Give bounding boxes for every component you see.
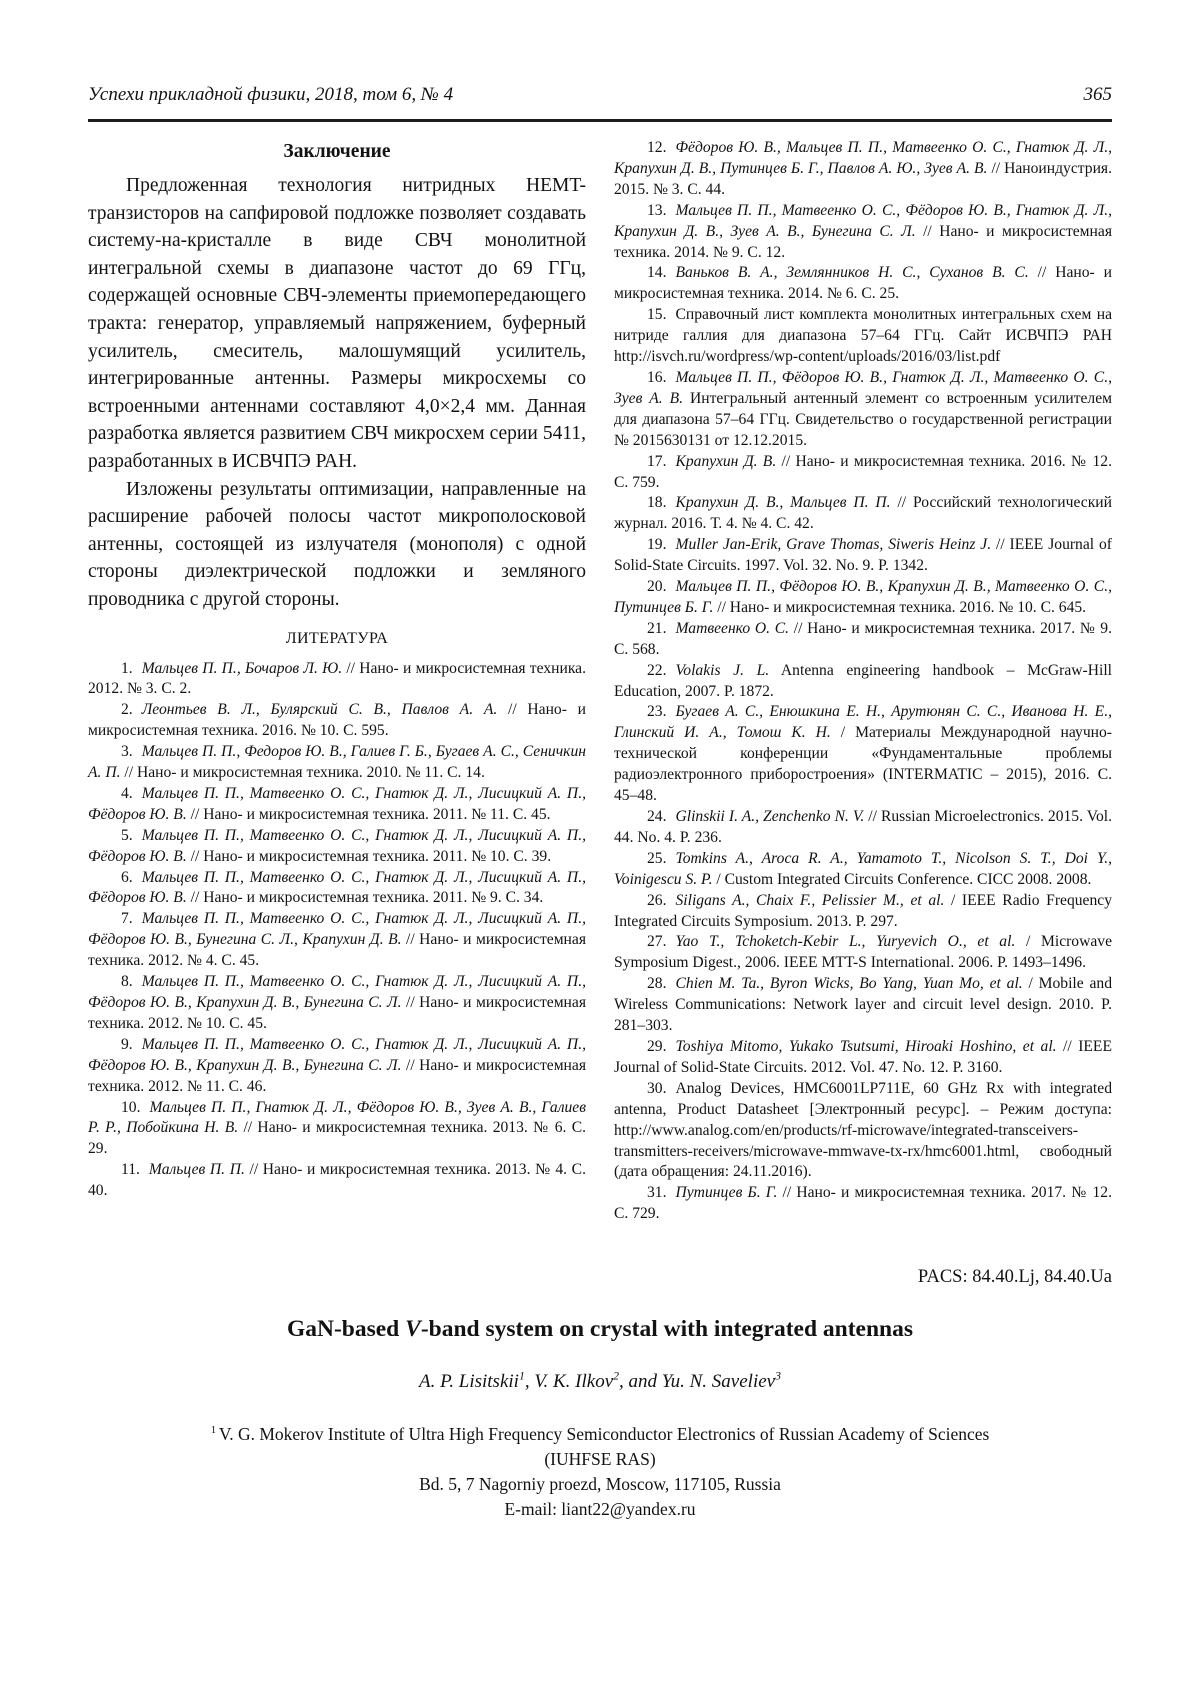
references-list-left [88, 659, 586, 1203]
reference-item [614, 201, 1112, 264]
reference-source: // Нано- и микросистемная техника. 2012. № 11. С. 46. [88, 1056, 586, 1095]
column-left [88, 138, 586, 1225]
reference-source: // Нано- и микросистемная техника. 2012. № 4. С. 45. [88, 931, 586, 970]
reference-source: // Нано- и микросистемная техника. 2017. № 9. С. 568. [614, 619, 1112, 658]
reference-source: // Нано- и микросистемная техника. 2016. № 10. С. 645. [713, 598, 1087, 616]
reference-item [614, 849, 1112, 891]
reference-authors: Матвеенко О. С. [675, 619, 790, 637]
author-affiliation-superscript: 1 [518, 1369, 525, 1383]
reference-item [614, 368, 1112, 452]
reference-number: 5. [121, 826, 133, 844]
reference-source: // Нано- и микросистемная техника. 2011. № 10. С. 39. [186, 847, 552, 865]
reference-number: 2. [121, 701, 133, 719]
reference-source: // Нано- и микросистемная техника. 2014. № 6. С. 25. [614, 264, 1112, 303]
reference-item [614, 138, 1112, 201]
reference-number: 13. [647, 201, 667, 219]
reference-authors: Siligans A., Chaix F., Pelissier M., et al. [675, 891, 945, 909]
reference-item [614, 452, 1112, 494]
two-column-body [88, 138, 1112, 1225]
reference-source: // Нано- и микросистемная техника. 2014. № 9. С. 12. [614, 222, 1112, 261]
reference-authors: Мальцев П. П., Матвеенко О. С., Гнатюк Д. Л., Лисицкий А. П., Фёдоров Ю. В., Бунегина С. Л., Крапухин Д. В. [88, 910, 586, 949]
reference-source: // Нано- и микросистемная техника. 2017. № 12. С. 729. [614, 1184, 1112, 1223]
reference-item [88, 868, 586, 910]
reference-authors: Мальцев П. П., Гнатюк Д. Л., Фёдоров Ю. В., Зуев А. В., Галиев Р. Р., Побойкина Н. В. [88, 1098, 586, 1137]
reference-source: // Нано- и микросистемная техника. 2011. № 9. С. 34. [186, 889, 544, 907]
author-affiliation-superscript: 3 [775, 1369, 781, 1383]
reference-source: / Microwave Symposium Digest., 2006. IEEE MTT-S International. 2006. P. 1493–1496. [614, 933, 1112, 972]
pacs-line: PACS: 84.40.Lj, 84.40.Ua [917, 1267, 1112, 1288]
reference-authors: Glinskii I. A., Zenchenko N. V. [675, 808, 865, 825]
reference-number: 21. [647, 619, 667, 637]
reference-source: // Russian Microelectronics. 2015. Vol. 44. No. 4. P. 236. [614, 808, 1112, 846]
reference-source: Analog Devices, HMC6001LP711E, 60 GHz Rx with integrated antenna, Product Datasheet [Электронный ресурс]. – Режим доступа: http://www.analog.com/en/products/rf-microwave/integrated-transceivers-transmitters-receivers/microwave-mmwave-tx-rx/hmc6001.html, свободный (дата обращения: 24.11.2016). [614, 1079, 1112, 1181]
column-right [614, 138, 1112, 1225]
reference-number: 3. [121, 743, 133, 761]
reference-item [614, 661, 1112, 703]
reference-source: / IEEE Radio Frequency Integrated Circuits Symposium. 2013. P. 297. [614, 891, 1112, 930]
reference-item [88, 700, 586, 742]
reference-number: 24. [647, 808, 667, 825]
reference-source: / Mobile and Wireless Communications: Network layer and circuit level design. 2010. P. 281–303. [614, 975, 1112, 1035]
reference-item [614, 305, 1112, 368]
reference-authors: Ваньков В. А., Землянников Н. С., Суханов В. С. [675, 264, 1029, 282]
affiliation-line: (IUHFSE RAS) [544, 1449, 656, 1470]
reference-authors: Мальцев П. П., Матвеенко О. С., Фёдоров Ю. В., Гнатюк Д. Л., Крапухин Д. В., Зуев А. В., Бунегина С. Л. [614, 201, 1112, 240]
reference-item [88, 784, 586, 826]
reference-authors: Путинцев Б. Г. [675, 1184, 778, 1202]
reference-authors: Фёдоров Ю. В., Мальцев П. П., Матвеенко О. С., Гнатюк Д. Л., Крапухин Д. В., Путинцев Б. Г., Павлов А. Ю., Зуев А. В. [614, 139, 1112, 177]
reference-item [614, 493, 1112, 535]
reference-item [88, 1098, 586, 1161]
reference-source: // Наноиндустрия. 2015. № 3. С. 44. [614, 159, 1112, 198]
reference-source: // IEEE Journal of Solid-State Circuits. 2012. Vol. 47. No. 12. P. 3160. [614, 1037, 1112, 1076]
affiliation-block [88, 1422, 1112, 1522]
reference-number: 31. [647, 1184, 667, 1202]
reference-source: // Нано- и микросистемная техника. 2013. № 4. С. 40. [88, 1161, 586, 1200]
reference-number: 28. [647, 975, 667, 993]
literature-heading: ЛИТЕРАТУРА [285, 629, 389, 647]
reference-item [88, 909, 586, 972]
reference-item [614, 577, 1112, 619]
header-rule [88, 119, 1112, 122]
reference-source: / Материалы Международной научно-технической конференции «Фундаментальные проблемы радиоэлектронного приборостроения» (INTERMATIC – 2015), 2016. С. 45–48. [614, 724, 1113, 805]
reference-authors: Muller Jan-Erik, Grave Thomas, Siweris Heinz J. [675, 536, 992, 554]
page-number: 365 [1083, 84, 1112, 105]
author-affiliation-superscript: 2 [613, 1369, 620, 1383]
reference-authors: Мальцев П. П., Бочаров Л. Ю. [141, 659, 343, 677]
references-list-right [614, 138, 1112, 1225]
affiliation-superscript: 1 [210, 1424, 219, 1437]
reference-authors: Мальцев П. П., Матвеенко О. С., Гнатюк Д. Л., Лисицкий А. П., Фёдоров Ю. В. [88, 826, 586, 865]
conclusion-heading: Заключение [283, 141, 391, 162]
author-name: Yu. N. Saveliev [661, 1371, 776, 1393]
reference-authors: Мальцев П. П., Матвеенко О. С., Гнатюк Д. Л., Лисицкий А. П., Фёдоров Ю. В. [88, 784, 586, 823]
reference-authors: Мальцев П. П., Фёдоров Ю. В., Гнатюк Д. Л., Матвеенко О. С., Зуев А. В. [614, 368, 1112, 407]
reference-item [88, 1160, 586, 1202]
reference-authors: Мальцев П. П. [148, 1161, 245, 1179]
reference-item [614, 1183, 1112, 1225]
reference-source: // Нано- и микросистемная техника. 2013. № 6. С. 29. [88, 1119, 586, 1158]
title-segment-italic: V [405, 1316, 421, 1343]
reference-number: 25. [647, 849, 667, 867]
reference-number: 11. [121, 1161, 140, 1179]
reference-source: // IEEE Journal of Solid-State Circuits. 1997. Vol. 32. No. 9. P. 1342. [614, 536, 1112, 575]
reference-number: 29. [647, 1037, 667, 1055]
reference-number: 17. [647, 452, 667, 470]
reference-item [88, 742, 586, 784]
page-header [88, 84, 1112, 106]
affiliation-line: $^1$ V. G. Mokerov Institute of Ultra High Frequency Semiconductor Electronics of Russian Academy of Sciences [210, 1424, 990, 1445]
reference-item [88, 1035, 586, 1098]
reference-number: 10. [121, 1098, 141, 1116]
reference-authors: Бугаев А. С., Енюшкина Е. Н., Арутюнян С. С., Иванова Н. Е., Глинский И. А., Томош К. Н. [614, 703, 1112, 742]
affiliation-line: Bd. 5, 7 Nagorniy proezd, Moscow, 117105, Russia [419, 1474, 781, 1495]
reference-item [614, 1037, 1112, 1079]
reference-item [88, 659, 586, 701]
reference-source: Antenna engineering handbook – McGraw-Hill Education, 2007. P. 1872. [614, 661, 1112, 700]
reference-item [614, 619, 1112, 661]
reference-number: 7. [121, 910, 133, 928]
reference-number: 27. [647, 933, 667, 951]
reference-number: 6. [121, 868, 133, 886]
reference-item [88, 826, 586, 868]
reference-number: 23. [647, 703, 667, 721]
reference-item [614, 535, 1112, 577]
reference-authors: Крапухин Д. В., Мальцев П. П. [675, 494, 891, 512]
reference-number: 30. [647, 1079, 667, 1097]
reference-number: 15. [647, 306, 667, 324]
reference-authors: Мальцев П. П., Фёдоров Ю. В., Крапухин Д. В., Матвеенко О. С., Путинцев Б. Г. [614, 578, 1112, 616]
reference-number: 9. [121, 1035, 133, 1053]
reference-source: // Нано- и микросистемная техника. 2012. № 3. С. 2. [88, 659, 586, 698]
reference-number: 22. [647, 661, 667, 679]
reference-authors: Мальцев П. П., Матвеенко О. С., Гнатюк Д. Л., Лисицкий А. П., Фёдоров Ю. В. [88, 868, 586, 907]
reference-number: 18. [647, 494, 667, 512]
reference-number: 1. [121, 659, 133, 677]
reference-authors: Tomkins A., Aroca R. A., Yamamoto T., Nicolson S. T., Doi Y., Voinigescu S. P. [614, 849, 1112, 888]
conclusion-paragraph: Предложенная технология нитридных HEMT-транзисторов на сапфировой подложке позволяет создавать систему-на-кристалле в виде СВЧ монолитной интегральной схемы в диапазоне частот до 69 ГГц, содержащей основные СВЧ-элементы приемопередающего тракта: генератор, управляемый напряжением, буферный усилитель, смеситель, малошумящий усилитель, интегрированные антенны. Размеры микросхемы со встроенными антеннами составляют 4,0×2,4 мм. Данная разработка является развитием СВЧ микросхем серии 5411, разработанных в ИСВЧПЭ РАН. [88, 175, 586, 472]
reference-source: Интегральный антенный элемент со встроенным усилителем для диапазона 57–64 ГГц. Свидетельство о государственной регистрации № 2015630131 от 12.12.2015. [614, 389, 1112, 449]
reference-source: // Нано- и микросистемная техника. 2011. № 11. С. 45. [186, 805, 551, 823]
reference-authors: Леонтьев В. Л., Булярский С. В., Павлов А. А. [141, 701, 498, 719]
reference-number: 20. [647, 578, 667, 596]
reference-authors: Chien M. Ta., Byron Wicks, Bo Yang, Yuan Mo, et al. [675, 975, 1023, 993]
conclusion-paragraph: Изложены результаты оптимизации, направленные на расширение рабочей полосы частот микрополосковой антенны, состоящей из излучателя (монополя) с одной стороны диэлектрической подложки и земляного проводника с другой стороны. [88, 478, 586, 610]
reference-item [614, 702, 1112, 807]
reference-authors: Крапухин Д. В. [675, 452, 777, 470]
reference-authors: Мальцев П. П., Матвеенко О. С., Гнатюк Д. Л., Лисицкий А. П., Фёдоров Ю. В., Крапухин Д. В., Бунегина С. Л. [88, 1035, 586, 1074]
reference-number: 19. [647, 536, 667, 554]
reference-number: 14. [647, 264, 667, 282]
reference-source: // Нано- и микросистемная техника. 2016. № 10. С. 595. [88, 701, 586, 740]
reference-number: 4. [121, 784, 133, 802]
reference-source: // Нано- и микросистемная техника. 2010. № 11. С. 14. [120, 764, 485, 782]
reference-item [88, 972, 586, 1035]
reference-item [614, 263, 1112, 305]
author-name: A. P. Lisitskii [419, 1371, 519, 1393]
reference-source: // Нано- и микросистемная техника. 2016. № 12. С. 759. [614, 452, 1112, 491]
reference-number: 16. [647, 368, 667, 386]
english-title [88, 1314, 1112, 1344]
journal-title: Успехи прикладной физики, 2018, том 6, № 4 [88, 84, 454, 105]
reference-number: 26. [647, 891, 667, 909]
reference-number: 8. [121, 973, 133, 991]
title-segment: GaN-based [286, 1316, 406, 1343]
reference-item [614, 974, 1112, 1037]
reference-source: / Custom Integrated Circuits Conference. CICC 2008. 2008. [712, 870, 1092, 888]
reference-authors: Мальцев П. П., Федоров Ю. В., Галиев Г. Б., Бугаев А. С., Сеничкин А. П. [88, 743, 586, 782]
reference-authors: Volakis J. L. [675, 661, 770, 679]
reference-authors: Yao T., Tchoketch-Kebir L., Yuryevich O., et al. [675, 933, 1016, 951]
affiliation-line: E-mail: liant22@yandex.ru [504, 1499, 696, 1520]
reference-item [614, 932, 1112, 974]
reference-source: // Российский технологический журнал. 2016. Т. 4. № 4. С. 42. [614, 494, 1112, 533]
reference-item [614, 807, 1112, 849]
reference-item [614, 1079, 1112, 1184]
reference-source: Справочный лист комплекта монолитных интегральных схем на нитриде галлия для диапазона 57–64 ГГц. Сайт ИСВЧПЭ РАН http://isvch.ru/wordpress/wp-content/uploads/2016/03/list.pdf [614, 306, 1112, 366]
author-name: V. K. Ilkov [534, 1371, 614, 1393]
title-segment: -band system on crystal with integrated antennas [420, 1316, 914, 1343]
reference-source: // Нано- и микросистемная техника. 2012. № 10. С. 45. [88, 994, 586, 1032]
authors-line: A. P. Lisitskii$^1$, V. K. Ilkov$^2$, and Yu. N. Saveliev$^3$ [419, 1369, 781, 1393]
reference-authors: Мальцев П. П., Матвеенко О. С., Гнатюк Д. Л., Лисицкий А. П., Фёдоров Ю. В., Крапухин Д. В., Бунегина С. Л. [88, 973, 586, 1011]
reference-authors: Toshiya Mitomo, Yukako Tsutsumi, Hiroaki Hoshino, et al. [675, 1037, 1057, 1055]
reference-number: 12. [647, 139, 667, 156]
reference-item [614, 891, 1112, 933]
